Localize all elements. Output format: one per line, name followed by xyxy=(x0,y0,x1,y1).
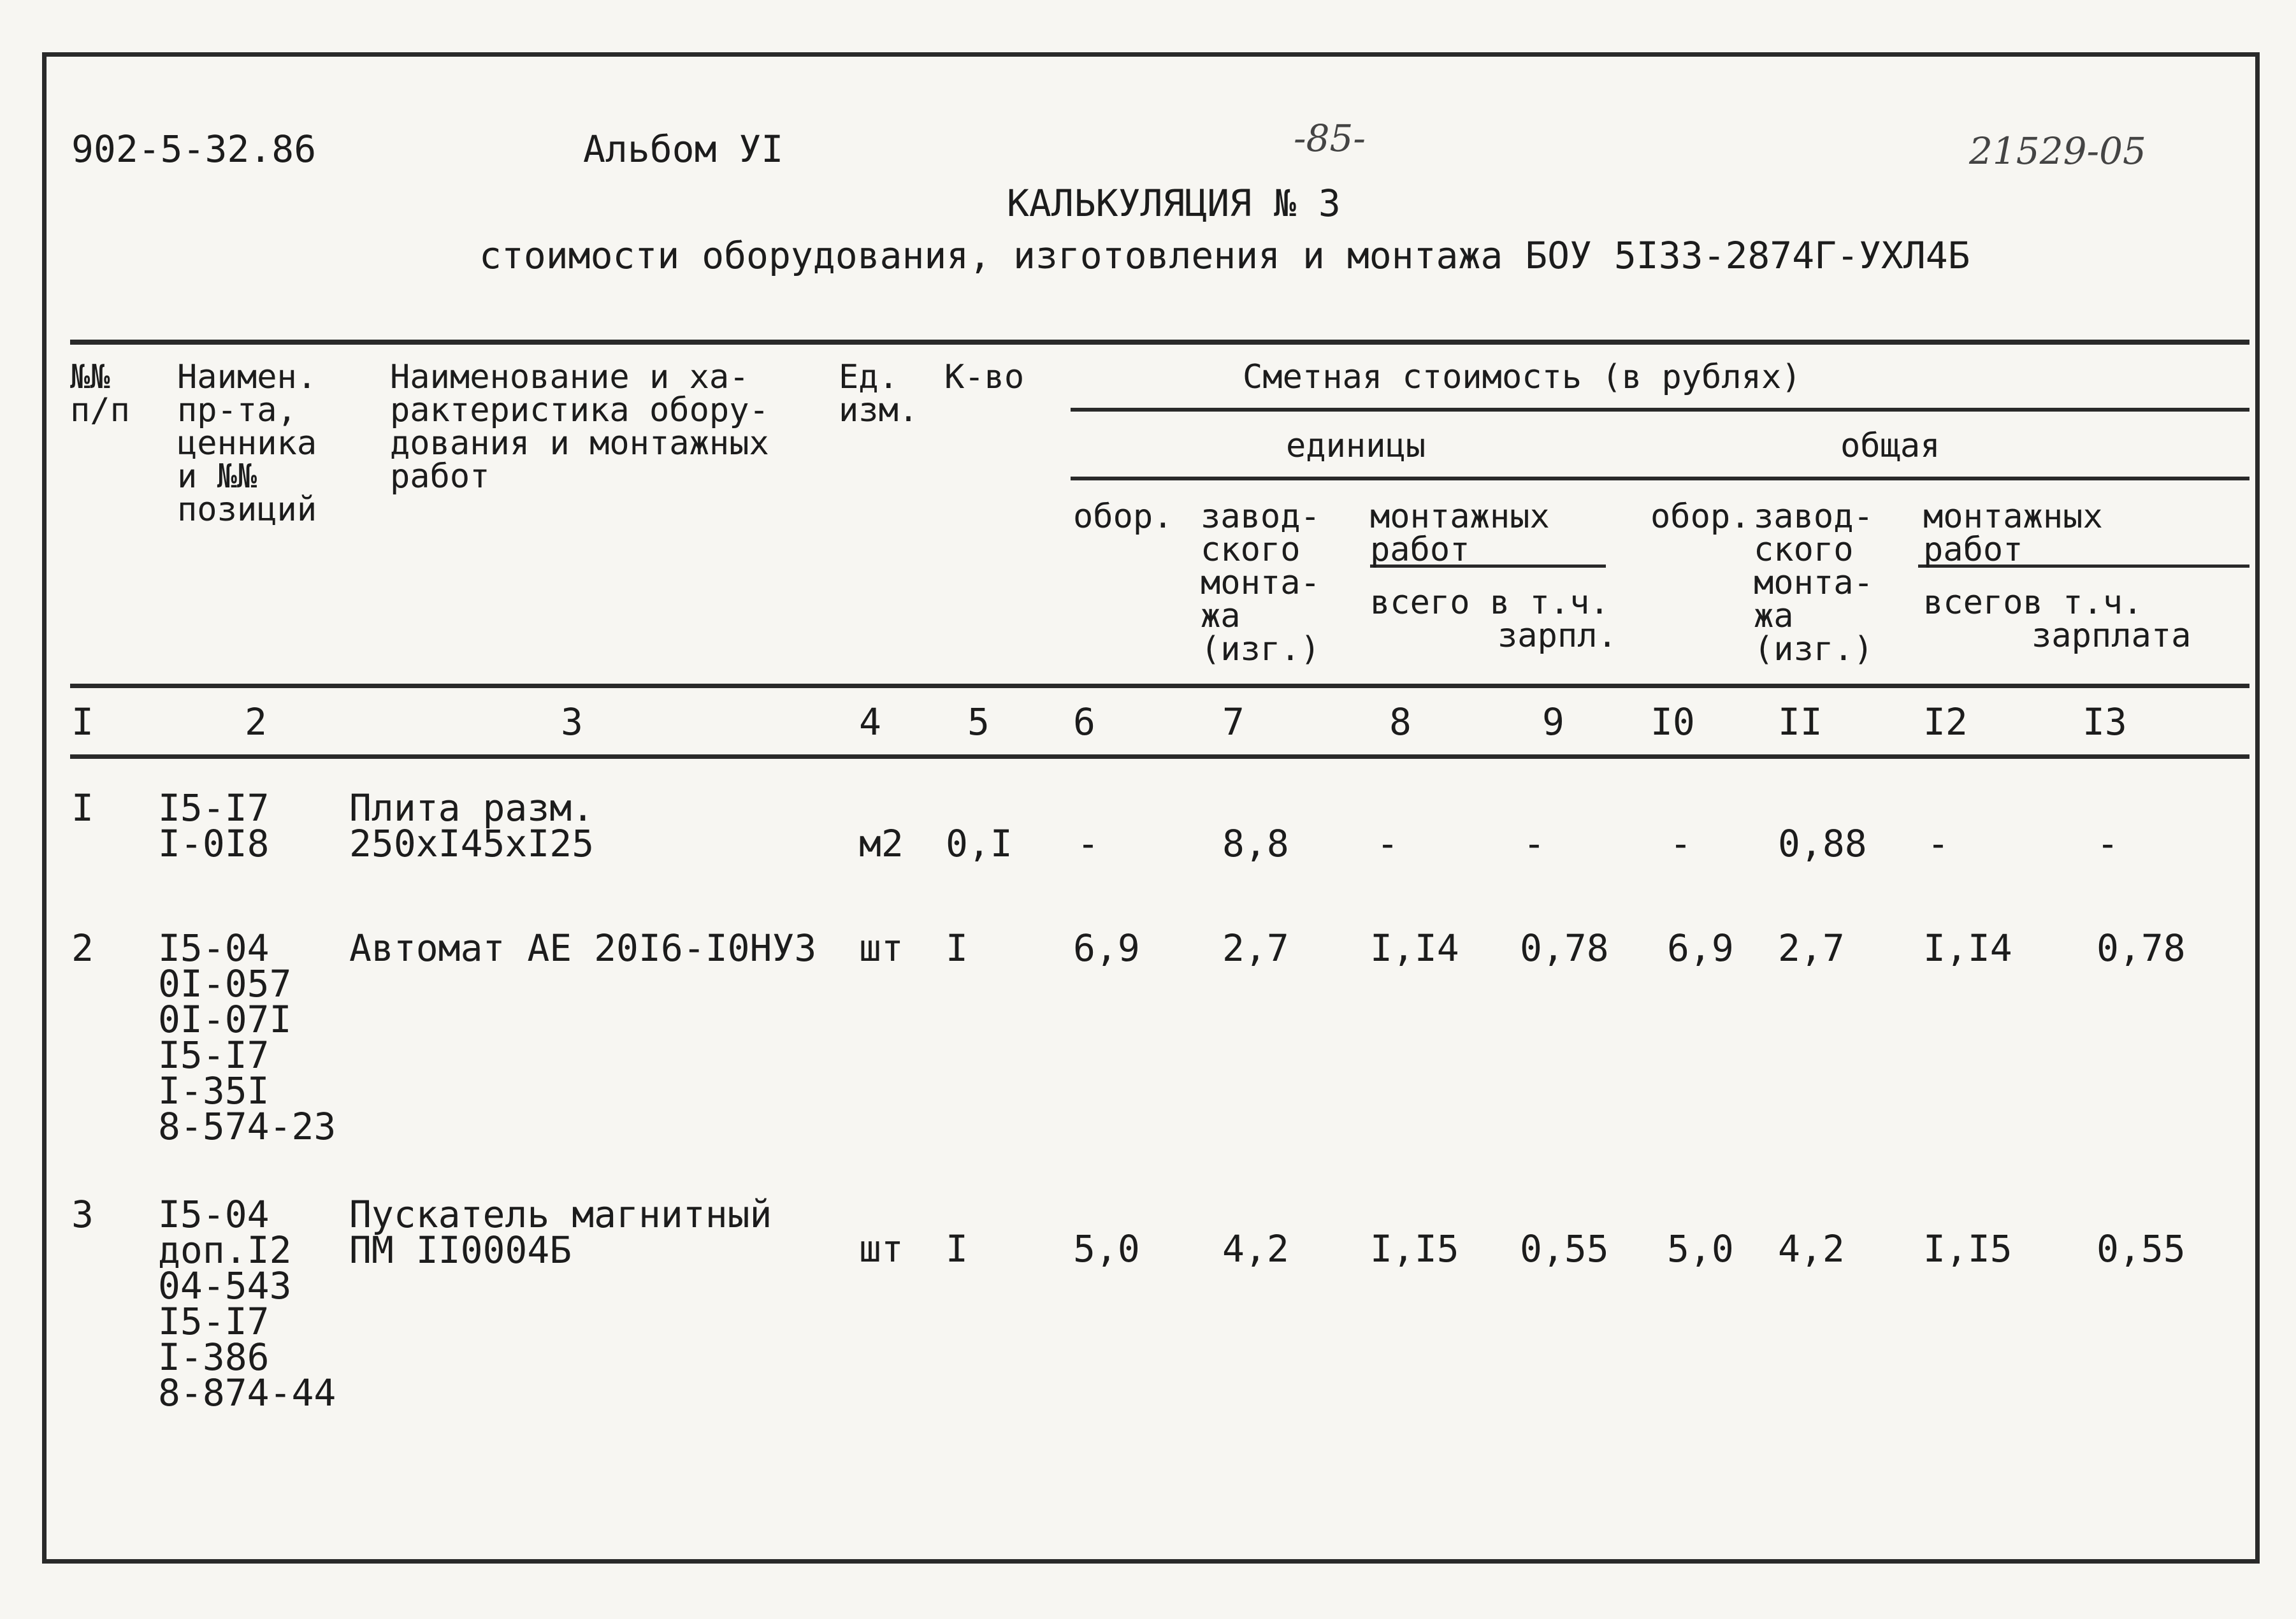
header-code: Наимен. пр-та, ценника и №№ позиций xyxy=(177,358,317,529)
row-c13: - xyxy=(2097,822,2119,865)
header-obor-total: обор. xyxy=(1650,498,1751,536)
row-c9: - xyxy=(1523,822,1545,865)
header-vsego-unit: всего в т.ч. xyxy=(1370,584,1610,622)
inventory-number: 21529-05 xyxy=(1969,129,2146,173)
header-zarpl-unit: зарпл. xyxy=(1498,617,1617,655)
row-qty: I xyxy=(946,1227,968,1270)
row-unit: шт xyxy=(859,1227,904,1270)
header-unit: Ед. изм. xyxy=(839,358,919,429)
document-code: 902-5-32.86 xyxy=(71,127,317,171)
row-qty: 0,I xyxy=(946,822,1013,865)
header-num: №№ п/п xyxy=(70,358,130,429)
header-zavod-unit: завод- ского монта- жа (изг.) xyxy=(1201,498,1320,668)
col-number-3: 3 xyxy=(561,700,583,744)
col-number-8: 8 xyxy=(1389,700,1412,744)
row-c10: - xyxy=(1670,822,1692,865)
row-number: 2 xyxy=(71,926,94,970)
row-c10: 5,0 xyxy=(1667,1227,1734,1270)
cost-header-rule xyxy=(1071,408,2249,412)
document-subtitle: стоимости оборудования, изготовления и монтажа БОУ 5I33-2874Г-УХЛ4Б xyxy=(479,234,1970,277)
col-number-13: I3 xyxy=(2083,700,2127,744)
row-c12: I,I5 xyxy=(1923,1227,2012,1270)
colnum-bottom-rule xyxy=(70,754,2249,759)
row-name: Автомат АЕ 20I6-I0НУЗ xyxy=(349,926,817,970)
page-number: -85- xyxy=(1294,117,1366,160)
row-c7: 4,2 xyxy=(1222,1227,1289,1270)
row-c11: 0,88 xyxy=(1778,822,1867,865)
subheader-rule xyxy=(1071,477,2249,480)
row-c11: 4,2 xyxy=(1778,1227,1845,1270)
header-cost: Сметная стоимость (в рублях) xyxy=(1243,358,1801,396)
row-code: I5-04 доп.I2 04-543 I5-I7 I-386 8-874-44 xyxy=(158,1193,336,1414)
col-number-6: 6 xyxy=(1073,700,1095,744)
row-c13: 0,55 xyxy=(2097,1227,2186,1270)
row-name: Плита разм. 250хI45хI25 xyxy=(349,786,595,865)
row-c6: - xyxy=(1077,822,1099,865)
header-unit-cost: единицы xyxy=(1286,427,1426,465)
row-code: I5-04 0I-057 0I-07I I5-I7 I-35I 8-574-23 xyxy=(158,926,336,1148)
row-c10: 6,9 xyxy=(1667,926,1734,970)
row-c8: - xyxy=(1376,822,1399,865)
col-number-9: 9 xyxy=(1542,700,1564,744)
header-zavod-total: завод- ского монта- жа (изг.) xyxy=(1754,498,1874,668)
header-mont-unit: монтажных работ xyxy=(1370,498,1550,569)
header-total-cost: общая xyxy=(1840,427,1940,465)
album-label: Альбом УI xyxy=(583,127,784,171)
row-c13: 0,78 xyxy=(2097,926,2186,970)
row-qty: I xyxy=(946,926,968,970)
row-c12: - xyxy=(1927,822,1949,865)
row-c9: 0,78 xyxy=(1520,926,1609,970)
row-c7: 8,8 xyxy=(1222,822,1289,865)
row-c8: I,I5 xyxy=(1370,1227,1459,1270)
document-title: КАЛЬКУЛЯЦИЯ № 3 xyxy=(1007,182,1341,225)
table-top-rule xyxy=(70,340,2249,345)
col-number-7: 7 xyxy=(1222,700,1245,744)
row-c7: 2,7 xyxy=(1222,926,1289,970)
row-c8: I,I4 xyxy=(1370,926,1459,970)
col-number-5: 5 xyxy=(967,700,990,744)
row-name: Пускатель магнитный ПМ II0004Б xyxy=(349,1193,772,1272)
col-number-10: I0 xyxy=(1650,700,1695,744)
header-name: Наименование и ха- рактеристика обору- дования и монтажных работ xyxy=(390,358,769,496)
row-code: I5-I7 I-0I8 xyxy=(158,786,270,865)
header-qty: К-во xyxy=(944,358,1025,396)
row-number: I xyxy=(71,786,94,830)
header-zarpl-total: зарплата xyxy=(2032,617,2191,655)
col-number-1: I xyxy=(71,700,94,744)
row-c12: I,I4 xyxy=(1923,926,2012,970)
header-vsego-total: всегов т.ч. xyxy=(1923,584,2143,622)
header-obor-unit: обор. xyxy=(1073,498,1173,536)
col-number-11: II xyxy=(1778,700,1823,744)
row-number: 3 xyxy=(71,1193,94,1236)
row-unit: м2 xyxy=(859,822,904,865)
header-bottom-rule xyxy=(70,684,2249,688)
row-c11: 2,7 xyxy=(1778,926,1845,970)
row-c6: 5,0 xyxy=(1073,1227,1140,1270)
header-mont-total: монтажных работ xyxy=(1923,498,2103,569)
row-c9: 0,55 xyxy=(1520,1227,1609,1270)
col-number-2: 2 xyxy=(245,700,267,744)
col-number-4: 4 xyxy=(859,700,881,744)
row-c6: 6,9 xyxy=(1073,926,1140,970)
row-unit: шт xyxy=(859,926,904,970)
col-number-12: I2 xyxy=(1923,700,1968,744)
